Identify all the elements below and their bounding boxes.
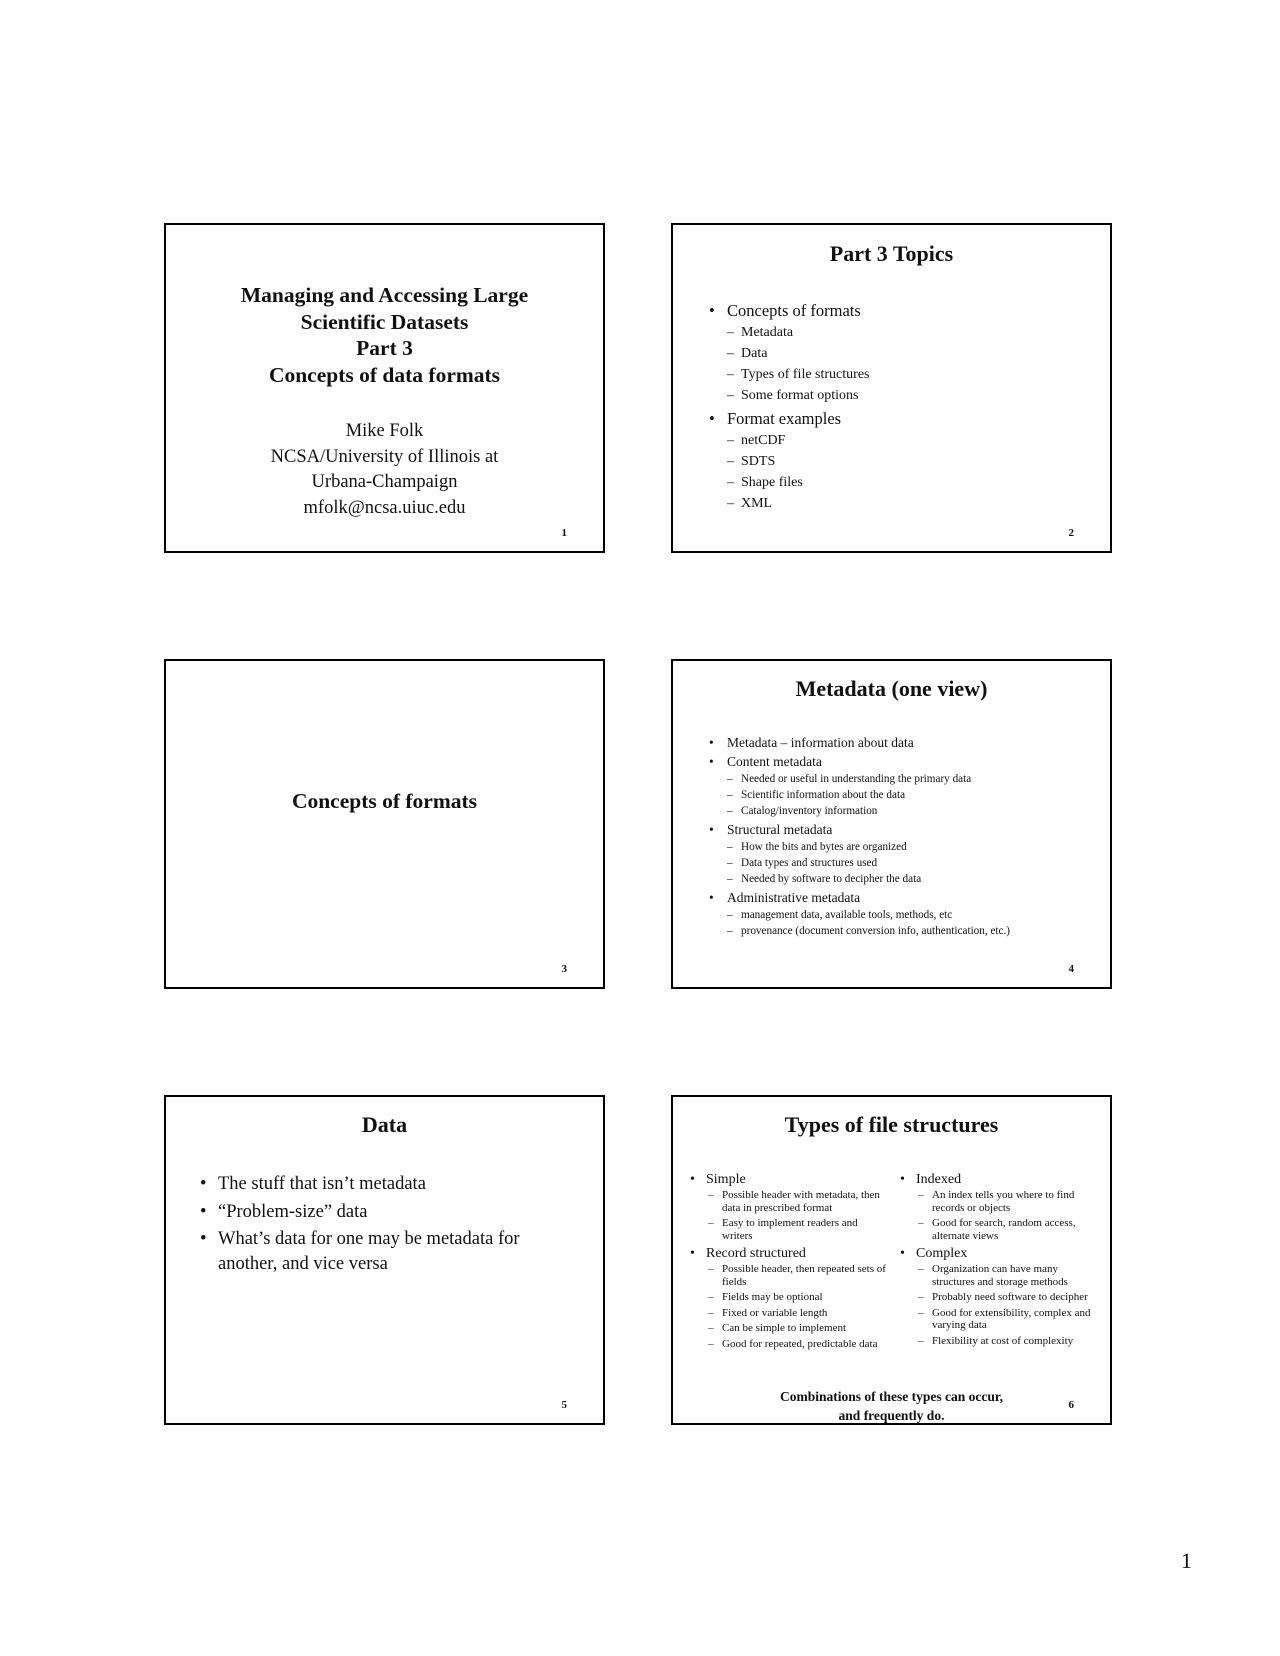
author-affiliation: NCSA/University of Illinois at bbox=[270, 446, 499, 467]
sub-item: – Data types and structures used bbox=[727, 855, 1099, 871]
sub-list bbox=[918, 1263, 1100, 1347]
right-column-list bbox=[900, 1171, 1100, 1350]
sub-item: – Metadata bbox=[727, 322, 1089, 343]
sub-item: – Good for repeated, predictable data bbox=[708, 1338, 890, 1351]
author-name: Mike Folk bbox=[345, 421, 424, 441]
sub-list bbox=[727, 322, 1089, 406]
bullet-item: • Metadata – information about data bbox=[709, 733, 1099, 752]
sub-item: – Organization can have many structures and storage methods bbox=[918, 1263, 1100, 1288]
sub-item: – Shape files bbox=[727, 472, 1089, 493]
sub-list bbox=[727, 907, 1099, 939]
sub-item: – Fixed or variable length bbox=[708, 1307, 890, 1320]
bullet-item: • Record structured bbox=[690, 1245, 890, 1263]
slide-number: 4 bbox=[1068, 963, 1074, 975]
sub-item: – Types of file structures bbox=[727, 364, 1089, 385]
sub-item: – Needed or useful in understanding the primary data bbox=[727, 771, 1099, 787]
slide-number: 2 bbox=[1068, 527, 1074, 539]
bullet-item: • Complex bbox=[900, 1245, 1100, 1263]
slide-1-author bbox=[166, 419, 603, 521]
sub-item: – Good for search, random access, alternate views bbox=[918, 1217, 1100, 1242]
slide-6 bbox=[671, 1095, 1112, 1425]
sub-list bbox=[708, 1189, 890, 1242]
slide-number: 3 bbox=[561, 963, 567, 975]
sub-item: – Easy to implement readers and writers bbox=[708, 1217, 890, 1242]
sub-item: – Catalog/inventory information bbox=[727, 803, 1099, 819]
slide-title: Data bbox=[361, 1112, 408, 1137]
sub-item: – Data bbox=[727, 343, 1089, 364]
bullet-item: • What’s data for one may be metadata for another, and vice versa bbox=[200, 1227, 580, 1276]
sub-list bbox=[708, 1263, 890, 1350]
slide-title: Types of file structures bbox=[784, 1112, 999, 1137]
slide-number: 1 bbox=[561, 527, 567, 539]
title-line: Managing and Accessing Large bbox=[240, 283, 529, 307]
bullet-item: • Concepts of formats bbox=[709, 300, 1089, 322]
sub-item: – SDTS bbox=[727, 451, 1089, 472]
slide-5 bbox=[164, 1095, 605, 1425]
slide-3 bbox=[164, 659, 605, 989]
bullet-item: • Indexed bbox=[900, 1171, 1100, 1189]
sub-item: – Some format options bbox=[727, 385, 1089, 406]
slide-1 bbox=[164, 223, 605, 553]
bullet-list bbox=[709, 300, 1089, 516]
sub-item: – An index tells you where to find records or objects bbox=[918, 1189, 1100, 1214]
sub-item: – XML bbox=[727, 493, 1089, 514]
bullet-item: • The stuff that isn’t metadata bbox=[200, 1172, 580, 1197]
title-line: Concepts of data formats bbox=[268, 362, 501, 387]
note-line: Combinations of these types can occur, bbox=[779, 1389, 1003, 1404]
sub-item: – How the bits and bytes are organized bbox=[727, 839, 1099, 855]
sub-item: – Possible header, then repeated sets of fields bbox=[708, 1263, 890, 1288]
sub-item: – Possible header with metadata, then data in prescribed format bbox=[708, 1189, 890, 1214]
author-email: mfolk@ncsa.uiuc.edu bbox=[303, 497, 466, 518]
sub-item: – Can be simple to implement bbox=[708, 1322, 890, 1335]
sub-item: – Fields may be optional bbox=[708, 1291, 890, 1304]
author-affiliation: Urbana-Champaign bbox=[311, 472, 458, 492]
slide-title: Concepts of formats bbox=[291, 789, 478, 813]
sub-item: – Probably need software to decipher bbox=[918, 1291, 1100, 1304]
bullet-item: • Administrative metadata bbox=[709, 888, 1099, 907]
sub-list bbox=[727, 430, 1089, 514]
bullet-list bbox=[200, 1172, 580, 1279]
sub-item: – Flexibility at cost of complexity bbox=[918, 1335, 1100, 1348]
sub-item: – netCDF bbox=[727, 430, 1089, 451]
bullet-item: • Format examples bbox=[709, 408, 1089, 430]
left-column-list bbox=[690, 1171, 890, 1353]
sub-item: – provenance (document conversion info, authentication, etc.) bbox=[727, 923, 1099, 939]
sub-list bbox=[727, 839, 1099, 887]
page-number: 1 bbox=[1181, 1548, 1192, 1573]
bullet-item: • Content metadata bbox=[709, 752, 1099, 771]
sub-item: – Needed by software to decipher the data bbox=[727, 871, 1099, 887]
slide-1-title bbox=[166, 282, 603, 388]
note-line: and frequently do. bbox=[838, 1408, 945, 1423]
summary-note bbox=[673, 1387, 1110, 1425]
sub-item: – Good for extensibility, complex and varying data bbox=[918, 1307, 1100, 1332]
sub-list bbox=[918, 1189, 1100, 1242]
slide-number: 5 bbox=[561, 1399, 567, 1411]
slide-title: Metadata (one view) bbox=[795, 676, 988, 701]
title-line: Part 3 bbox=[356, 336, 413, 360]
slide-title: Part 3 Topics bbox=[829, 241, 954, 266]
bullet-item: • Structural metadata bbox=[709, 820, 1099, 839]
sub-item: – management data, available tools, methods, etc bbox=[727, 907, 1099, 923]
bullet-list bbox=[709, 733, 1099, 940]
title-line: Scientific Datasets bbox=[300, 309, 469, 334]
bullet-item: • “Problem-size” data bbox=[200, 1200, 580, 1225]
sub-item: – Scientific information about the data bbox=[727, 787, 1099, 803]
sub-list bbox=[727, 771, 1099, 819]
slide-number: 6 bbox=[1068, 1399, 1074, 1411]
slide-2 bbox=[671, 223, 1112, 553]
bullet-item: • Simple bbox=[690, 1171, 890, 1189]
slide-4 bbox=[671, 659, 1112, 989]
